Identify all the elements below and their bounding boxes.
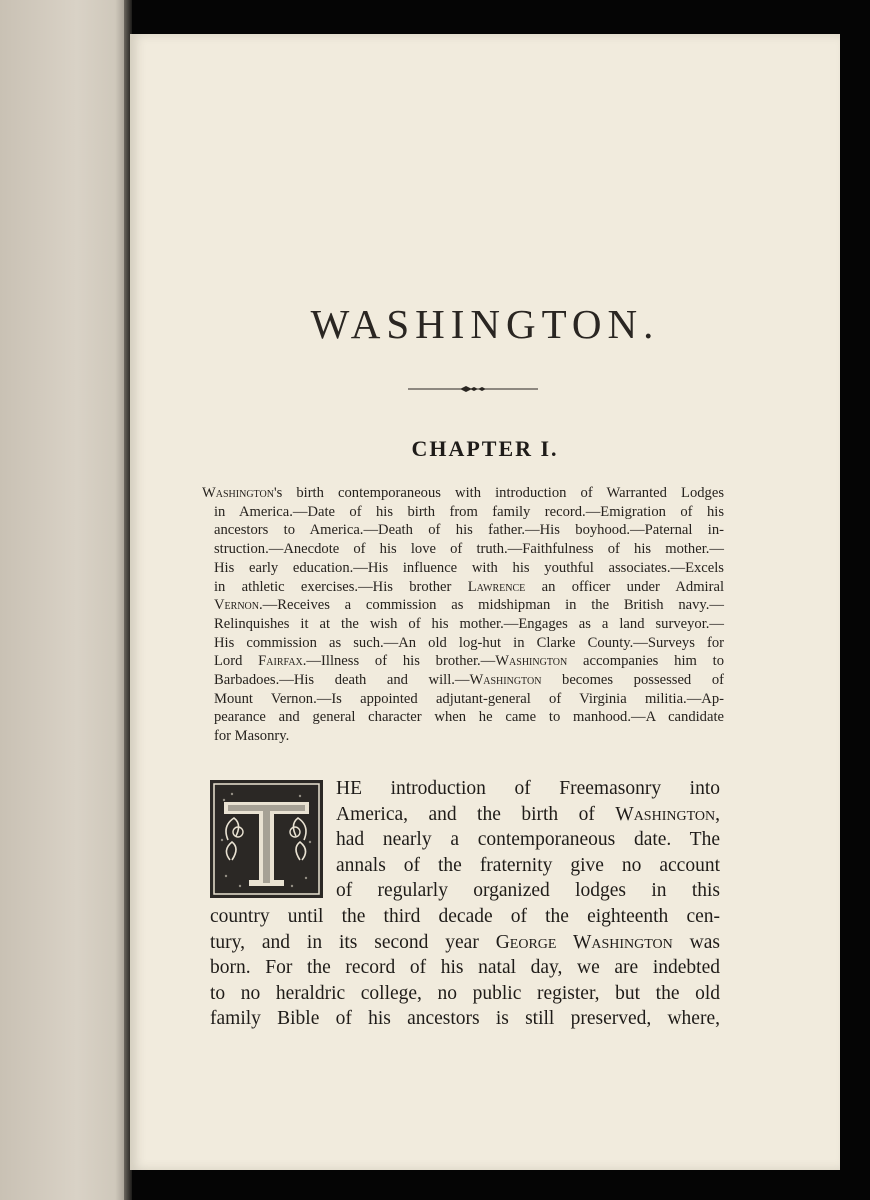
body-line: had nearly a contemporaneous date. The <box>336 829 720 851</box>
synopsis-line: ancestors to America.—Death of his father.—His boyhood.—Paternal in- <box>214 522 724 539</box>
synopsis-line: Washington's birth contemporaneous with introduction of Warranted Lodges <box>202 485 724 501</box>
body-line: HE introduction of Freemasonry into <box>336 778 720 799</box>
synopsis-line: Lord Fairfax.—Illness of his brother.—Washington accompanies him to <box>214 653 724 670</box>
chapter-heading: CHAPTER I. <box>411 436 559 461</box>
synopsis-line: Vernon.—Receives a commission as midshipman in the British navy.— <box>214 597 724 614</box>
ornament-divider-icon <box>408 384 538 394</box>
body-line: tury, and in its second year George Washington was <box>210 931 720 953</box>
body-paragraph <box>210 776 720 1032</box>
body-line: annals of the fraternity give no account <box>336 854 720 876</box>
synopsis-line: pearance and general character when he came to manhood.—A candidate <box>214 709 724 726</box>
page-title: WASHINGTON. <box>310 301 660 347</box>
body-line: family Bible of his ancestors is still preserved, where, <box>210 1008 720 1030</box>
facing-page <box>0 0 128 1200</box>
synopsis-line: Barbadoes.—His death and will.—Washington becomes possessed of <box>214 672 724 689</box>
chapter-synopsis <box>202 484 725 746</box>
synopsis-line: His early education.—His influence with his youthful associates.—Excels <box>214 559 724 576</box>
synopsis-line: Relinquishes it at the wish of his mother.—Engages as a land surveyor.— <box>214 615 724 632</box>
body-line: America, and the birth of Washington, <box>336 803 720 825</box>
synopsis-line: struction.—Anecdote of his love of truth.—Faithfulness of his mother.— <box>214 541 724 558</box>
synopsis-line: Mount Vernon.—Is appointed adjutant-general of Virginia militia.—Ap- <box>214 690 724 707</box>
synopsis-line: His commission as such.—An old log-hut in Clarke County.—Surveys for <box>214 634 724 651</box>
body-line: to no heraldric college, no public register, but the old <box>210 982 720 1004</box>
synopsis-line: in America.—Date of his birth from family record.—Emigration of his <box>214 503 724 520</box>
body-line: country until the third decade of the eighteenth cen- <box>210 905 720 927</box>
body-line: born. For the record of his natal day, we are indebted <box>210 957 720 979</box>
body-line: of regularly organized lodges in this <box>336 880 720 902</box>
synopsis-line: in athletic exercises.—His brother Lawrence an officer under Admiral <box>214 578 725 595</box>
book-page <box>130 34 840 1170</box>
synopsis-line: for Masonry. <box>214 728 290 745</box>
